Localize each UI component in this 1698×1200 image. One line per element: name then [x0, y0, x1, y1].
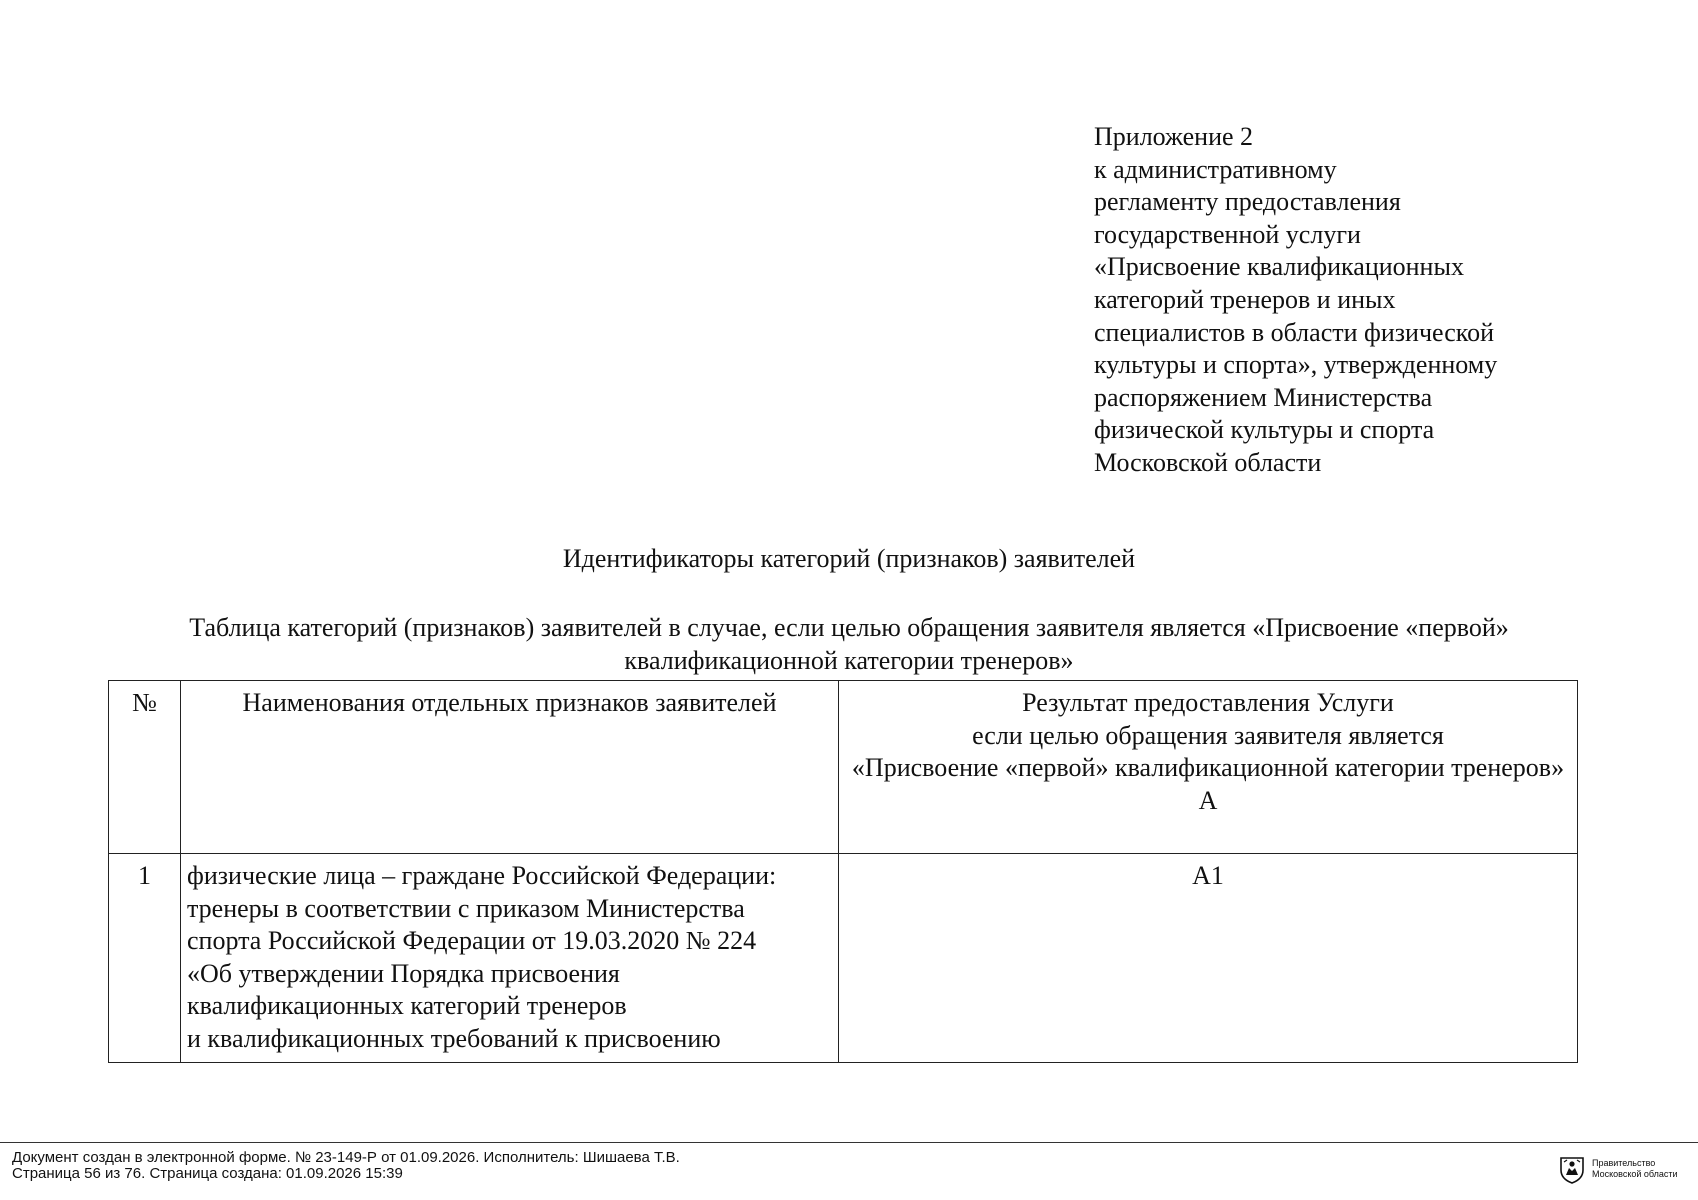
logo-text-line: Правительство: [1592, 1158, 1656, 1168]
government-logo-text: [1592, 1158, 1678, 1180]
row-name-line: квалификационных категорий тренеров: [187, 991, 627, 1021]
government-logo: [1558, 1152, 1694, 1186]
footer-document-info: Документ создан в электронной форме. № 23-149-Р от 01.09.2026. Исполнитель: Шишаева Т.В.: [12, 1149, 680, 1166]
appendix-block: [1094, 121, 1614, 480]
row-name-line: физические лица – граждане Российской Федерации:: [187, 861, 777, 890]
header-result: [839, 681, 1578, 854]
footer-info: [12, 1150, 680, 1182]
table-row: [109, 854, 1578, 1063]
appendix-line: физической культуры и спорта: [1094, 415, 1435, 445]
appendix-line: специалистов в области физической: [1094, 317, 1494, 347]
table-header-row: [109, 681, 1578, 854]
header-result-line: Результат предоставления Услуги: [1022, 688, 1394, 717]
header-result-line: если целью обращения заявителя является: [972, 720, 1444, 750]
row-name-line: и квалификационных требований к присвоению: [187, 1023, 721, 1053]
appendix-line: категорий тренеров и иных: [1094, 284, 1396, 314]
appendix-line: регламенту предоставления: [1094, 187, 1401, 217]
row-name: [181, 854, 839, 1063]
coat-of-arms-icon: [1558, 1154, 1586, 1184]
appendix-line: Приложение 2: [1094, 122, 1254, 151]
footer-divider: [0, 1142, 1698, 1143]
header-number: №: [109, 681, 181, 854]
appendix-line: Московской области: [1094, 447, 1322, 477]
applicant-categories-table: [108, 680, 1578, 1063]
header-result-code: А: [1198, 785, 1218, 815]
header-result-line: «Присвоение «первой» квалификационной категории тренеров»: [851, 753, 1565, 783]
table-caption-line: квалификационной категории тренеров»: [624, 645, 1074, 675]
table-caption: [100, 612, 1598, 677]
row-number: 1: [109, 854, 181, 1063]
appendix-line: к административному: [1094, 154, 1337, 184]
document-title: Идентификаторы категорий (признаков) заявителей: [562, 544, 1136, 573]
row-name-line: «Об утверждении Порядка присвоения: [187, 958, 620, 988]
appendix-line: культуры и спорта», утвержденному: [1094, 350, 1498, 380]
row-result: А1: [839, 854, 1578, 1063]
appendix-line: государственной услуги: [1094, 219, 1361, 249]
table-caption-line: Таблица категорий (признаков) заявителей в случае, если целью обращения заявителя является «Присвоение «первой»: [189, 613, 1509, 642]
appendix-line: «Присвоение квалификационных: [1094, 252, 1464, 282]
logo-text-line: Московской области: [1592, 1169, 1678, 1179]
header-name: Наименования отдельных признаков заявителей: [181, 681, 839, 854]
row-name-line: тренеры в соответствии с приказом Министерства: [187, 893, 745, 923]
appendix-line: распоряжением Министерства: [1094, 382, 1433, 412]
footer-page-info: Страница 56 из 76. Страница создана: 01.09.2026 15:39: [12, 1165, 403, 1182]
row-name-line: спорта Российской Федерации от 19.03.2020 № 224: [187, 926, 757, 956]
